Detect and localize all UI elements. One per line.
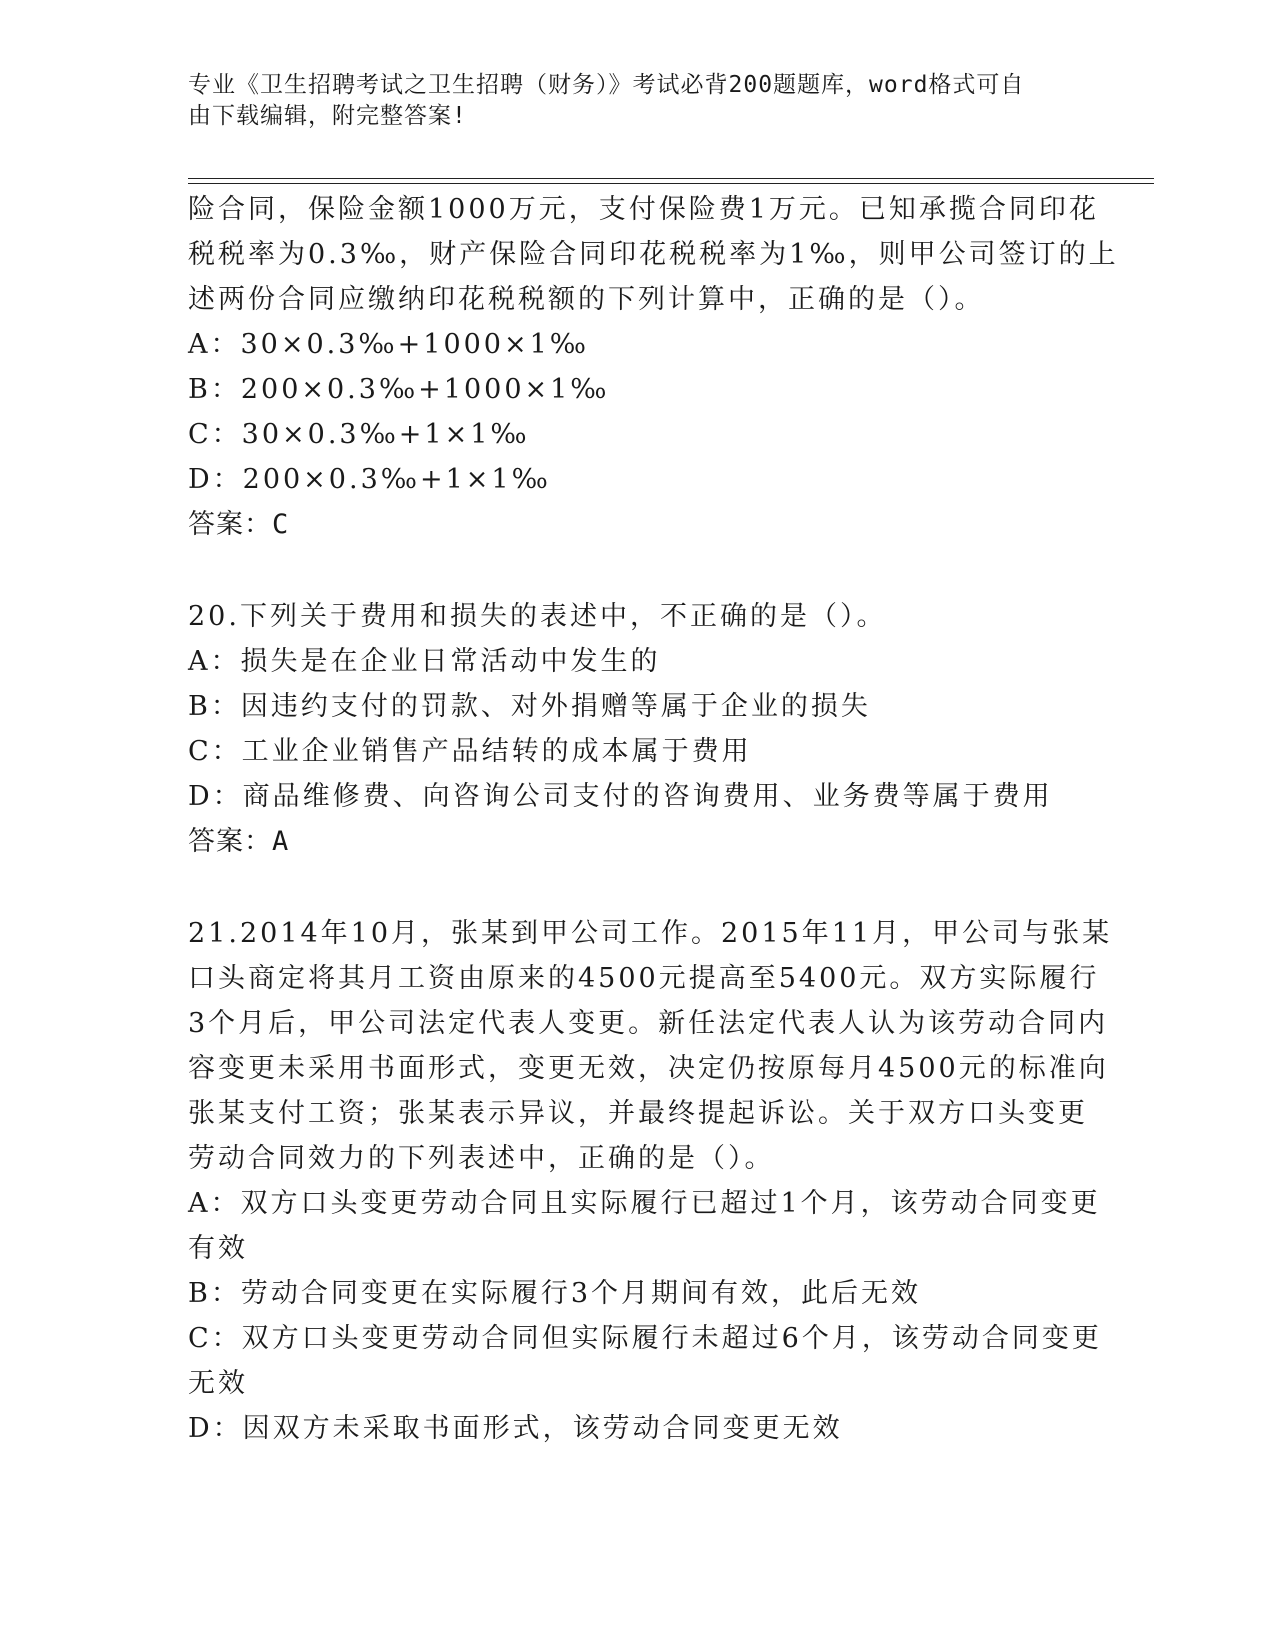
question-stem-line: 容变更未采用书面形式，变更无效，决定仍按原每月4500元的标准向 xyxy=(188,1053,1109,1084)
question-stem-line: 20.下列关于费用和损失的表述中，不正确的是（）。 xyxy=(188,601,887,632)
option-a: A：30×0.3‰+1000×1‰ xyxy=(188,329,590,360)
option-a: A：损失是在企业日常活动中发生的 xyxy=(188,646,661,677)
option-c: C：工业企业销售产品结转的成本属于费用 xyxy=(188,736,752,767)
answer-label: 答案：A xyxy=(188,826,290,857)
question-stem-line: 张某支付工资；张某表示异议，并最终提起诉讼。关于双方口头变更 xyxy=(188,1098,1088,1129)
option-c: C：30×0.3‰+1×1‰ xyxy=(188,419,530,450)
option-a-continued: 有效 xyxy=(188,1233,248,1264)
option-d: D：商品维修费、向咨询公司支付的咨询费用、业务费等属于费用 xyxy=(188,781,1053,812)
question-content xyxy=(188,187,1119,1451)
question-stem-line: 述两份合同应缴纳印花税税额的下列计算中，正确的是（）。 xyxy=(188,284,985,315)
option-b: B：劳动合同变更在实际履行3个月期间有效，此后无效 xyxy=(188,1278,922,1309)
question-21 xyxy=(188,911,1113,1451)
option-b: B：200×0.3‰+1000×1‰ xyxy=(188,374,610,405)
option-c-continued: 无效 xyxy=(188,1368,248,1399)
question-stem-line: 21.2014年10月，张某到甲公司工作。2015年11月，甲公司与张某 xyxy=(188,918,1113,949)
spacer xyxy=(188,864,1068,911)
question-stem-line: 险合同，保险金额1000万元，支付保险费1万元。已知承揽合同印花 xyxy=(188,194,1099,225)
spacer xyxy=(188,547,1068,594)
question-20 xyxy=(188,594,1068,864)
question-stem-line: 税税率为0.3‰，财产保险合同印花税税率为1‰，则甲公司签订的上 xyxy=(188,239,1119,270)
option-d: D：因双方未采取书面形式，该劳动合同变更无效 xyxy=(188,1413,843,1444)
option-c: C：双方口头变更劳动合同但实际履行未超过6个月，该劳动合同变更 xyxy=(188,1323,1102,1354)
header-divider-top xyxy=(188,178,1154,179)
question-stem-line: 3个月后，甲公司法定代表人变更。新任法定代表人认为该劳动合同内 xyxy=(188,1008,1109,1039)
option-a: A：双方口头变更劳动合同且实际履行已超过1个月，该劳动合同变更 xyxy=(188,1188,1101,1219)
header-divider-bottom xyxy=(188,183,1154,184)
question-19 xyxy=(188,187,1119,547)
header-line-1: 专业《卫生招聘考试之卫生招聘（财务）》考试必背200题题库，word格式可自 xyxy=(188,72,1025,98)
answer-label: 答案：C xyxy=(188,509,290,540)
option-b: B：因违约支付的罚款、对外捐赠等属于企业的损失 xyxy=(188,691,871,722)
document-header xyxy=(188,70,1068,132)
question-stem-line: 劳动合同效力的下列表述中，正确的是（）。 xyxy=(188,1143,775,1174)
option-d: D：200×0.3‰+1×1‰ xyxy=(188,464,551,495)
header-line-2: 由下载编辑，附完整答案! xyxy=(188,103,467,129)
question-stem-line: 口头商定将其月工资由原来的4500元提高至5400元。双方实际履行 xyxy=(188,963,1100,994)
